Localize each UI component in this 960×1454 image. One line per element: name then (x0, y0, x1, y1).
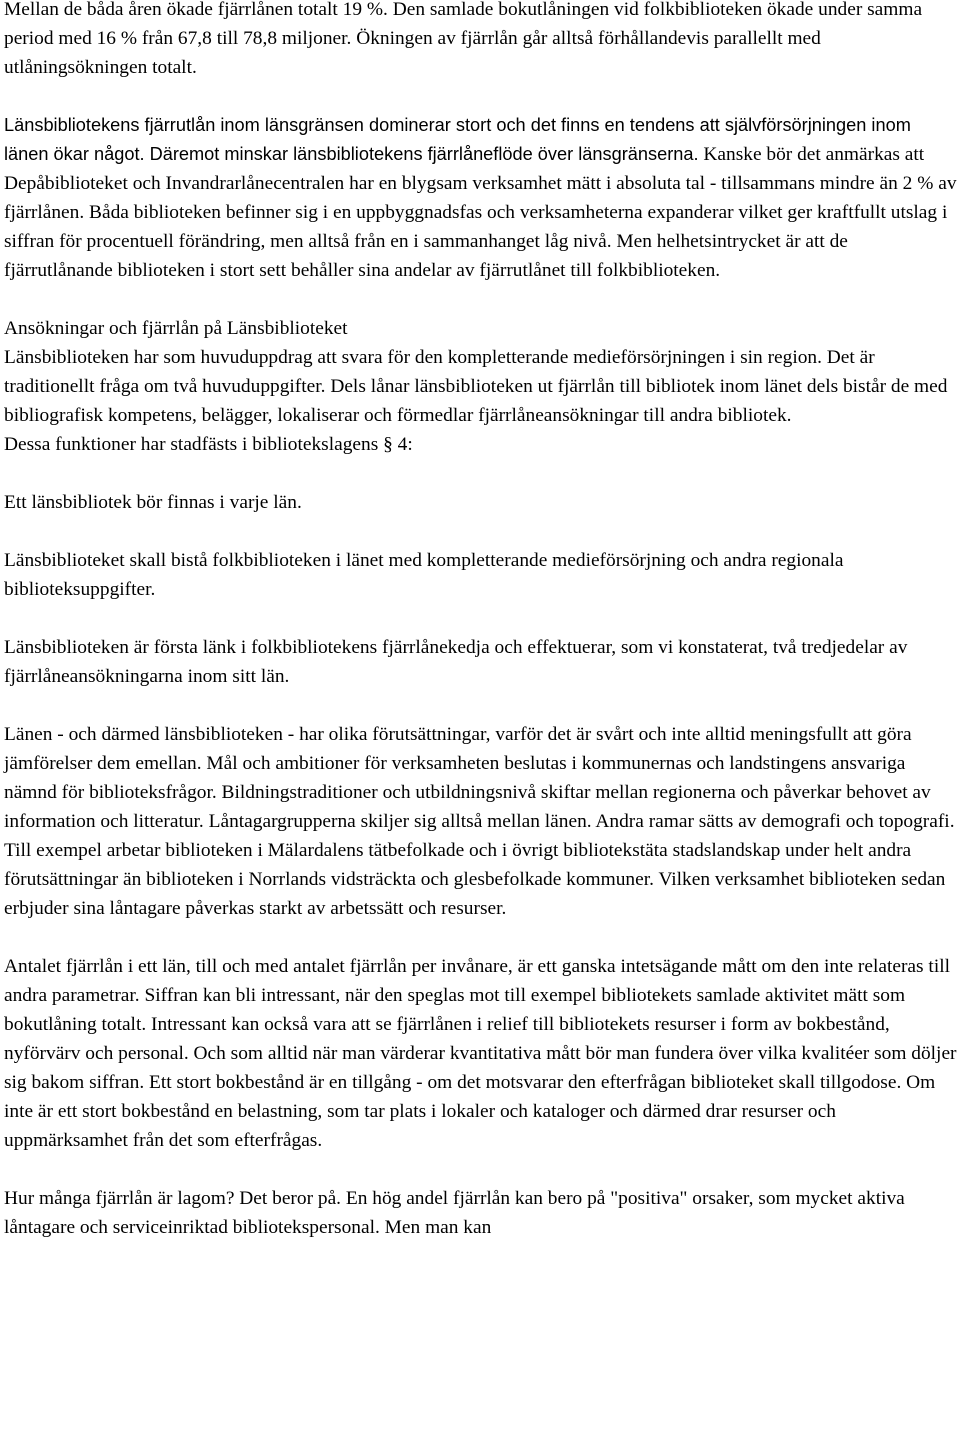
paragraph-main-mission: Länsbiblioteken har som huvuduppdrag att svara för den kompletterande medieförsörjningen i sin region. Det är traditionellt fråga om två huvuduppgifter. Dels lånar länsbiblioteken ut fjärrlån till bibliotek inom länet dels bistår de med bibliografisk kompetens, belägger, lokaliserar och förmedlar fjärrlåneansökningar till andra bibliotek. (4, 347, 948, 426)
document-page (4, 0, 960, 1242)
paragraph-gap (4, 285, 960, 314)
paragraph-how-many-loans: Hur många fjärrlån är lagom? Det beror på. En hög andel fjärrlån kan bero på "positiva" orsaker, som mycket aktiva låntagare och serviceinriktad bibliotekspersonal. Men man kan (4, 1188, 905, 1238)
paragraph-law-reference: Dessa funktioner har stadfästs i bibliotekslagens § 4: (4, 434, 413, 455)
paragraph-loan-growth: Mellan de båda åren ökade fjärrlånen totalt 19 %. Den samlade bokutlåningen vid folkbiblioteken ökade under samma period med 16 % från 67,8 till 78,8 miljoner. Ökningen av fjärrlån går alltså förhållandevis parallellt med utlåningsökningen totalt. (4, 0, 923, 78)
paragraph-county-library-loans (4, 111, 960, 285)
paragraph-loan-measures: Antalet fjärrlån i ett län, till och med antalet fjärrlån per invånare, är ett ganska intetsägande mått om den inte relateras till andra parametrar. Siffran kan bli intressant, när den speglas mot till exempel bibliotekets samlade aktivitet mätt som bokutlåning totalt. Intressant kan också vara att se fjärrlånen i relief till bibliotekets resurser i form av bokbestånd, nyförvärv och personal. Och som alltid när man värderar kvantitativa mått bör man fundera över vilka kvalitéer som döljer sig bakom siffran. Ett stort bokbestånd är en tillgång - om det motsvarar den efterfrågan biblioteket skall tillgodose. Om inte är ett stort bokbestånd en belastning, som tar plats i lokaler och kataloger och därmed drar resurser och uppmärksamhet från det som efterfrågas. (4, 956, 957, 1151)
paragraph-gap (4, 82, 960, 111)
section-heading: Ansökningar och fjärrlån på Länsbiblioteket (4, 318, 348, 339)
paragraph-first-link: Länsbiblioteken är första länk i folkbibliotekens fjärrlånekedja och effektuerar, som vi konstaterat, två tredjedelar av fjärrlåneansökningarna inom sitt län. (4, 637, 908, 687)
paragraph-differing-conditions: Länen - och därmed länsbiblioteken - har olika förutsättningar, varför det är svårt och inte alltid meningsfullt att göra jämförelser dem emellan. Mål och ambitioner för verksamheten beslutas i kommunernas och landstingens ansvariga nämnd för biblioteksfrågor. Bildningstraditioner och utbildningsnivå skiftar mellan regionerna och påverkar behovet av information och litteratur. Låntagargrupperna skiljer sig alltså mellan länen. Andra ramar sätts av demografi och topografi. Till exempel arbetar biblioteken i Mälardalens tätbefolkade och i övrigt bibliotekstäta stadslandskap under helt andra förutsättningar än biblioteken i Norrlands vidsträckta och glesbefolkade kommuner. Vilken verksamhet biblioteken sedan erbjuder sina låntagare påverkas starkt av arbetssätt och resurser. (4, 724, 955, 919)
county-library-loans-sans-text: Länsbibliotekens fjärrutlån inom länsgränsen dominerar stort och det finns en tendens att självförsörjningen inom länen ökar något. Däremot minskar länsbibliotekens fjärrlåneflöde över länsgränserna. (4, 115, 911, 164)
paragraph-gap (4, 691, 960, 720)
law-quote-second: Länsbiblioteket skall bistå folkbiblioteken i länet med kompletterande medieförsörjning och andra regionala biblioteksuppgifter. (4, 550, 844, 600)
paragraph-gap (4, 923, 960, 952)
paragraph-gap (4, 604, 960, 633)
paragraph-gap (4, 517, 960, 546)
law-quote-first: Ett länsbibliotek bör finnas i varje län. (4, 492, 302, 513)
paragraph-gap (4, 459, 960, 488)
paragraph-gap (4, 1155, 960, 1184)
county-library-loans-text: Kanske bör det anmärkas att Depåbiblioteket och Invandrarlånecentralen har en blygsam verksamhet mätt i absoluta tal - tillsammans mindre än 2 % av fjärrlånen. Båda biblioteken befinner sig i en uppbyggnadsfas och verksamheterna expanderar vilket ger kraftfullt utslag i siffran för procentuell förändring, men alltså från en i sammanhanget låg nivå. Men helhetsintrycket är att de fjärrutlånande biblioteken i stort sett behåller sina andelar av fjärrutlånet till folkbiblioteken. (4, 144, 957, 281)
